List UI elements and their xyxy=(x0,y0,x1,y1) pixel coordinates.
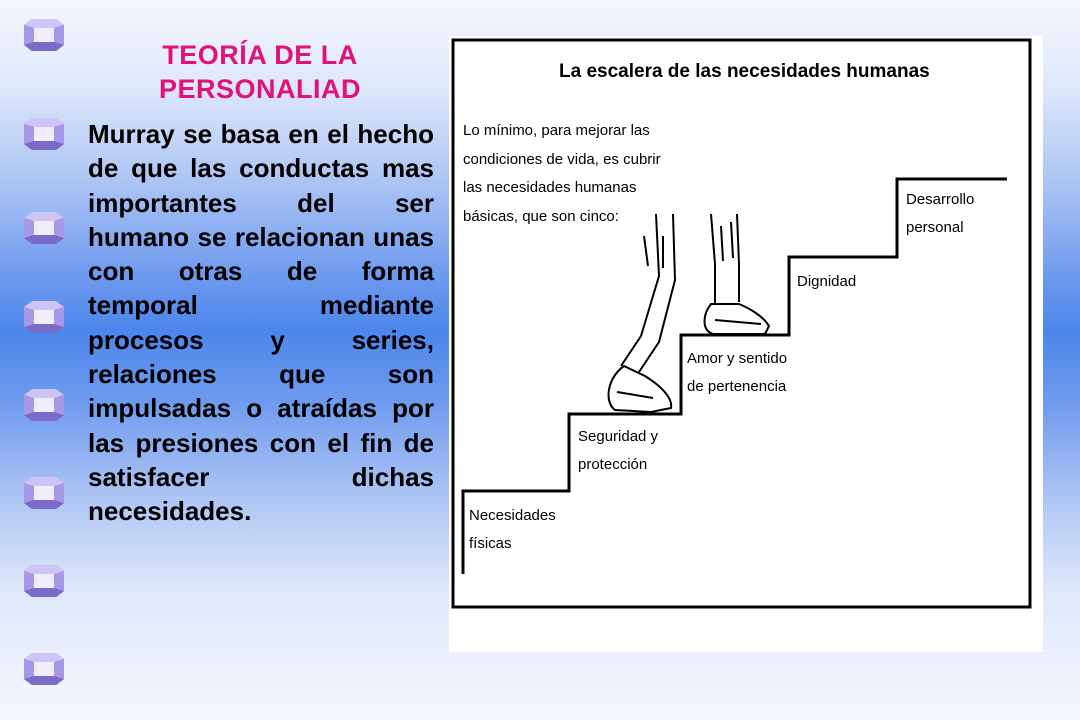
step-label: personal xyxy=(906,219,964,236)
slide-body-text: Murray se basa en el hecho de que las conductas mas importantes del ser humano se relacionan unas con otras de forma temporal mediante procesos y series, relaciones que son impulsadas o atraídas por las presiones con el fin de satisfacer dichas necesidades. xyxy=(88,119,434,527)
figure-title: La escalera de las necesidades humanas xyxy=(559,61,930,82)
gem-bullet-icon xyxy=(20,564,68,598)
step-label: físicas xyxy=(469,535,512,552)
gem-bullet-icon xyxy=(20,652,68,686)
intro-line: básicas, que son cinco: xyxy=(463,208,619,225)
gem-bullet-icon xyxy=(20,117,68,151)
step-label: de pertenencia xyxy=(687,378,787,395)
gem-bullet-icon xyxy=(20,300,68,334)
slide-title: TEORÍA DE LA PERSONALIAD xyxy=(158,40,361,104)
step-label: Necesidades xyxy=(469,507,556,524)
step-label: Dignidad xyxy=(797,273,857,290)
gem-bullet-icon xyxy=(20,476,68,510)
stairs-figure xyxy=(449,36,1043,652)
stairs-illustration xyxy=(449,36,1043,652)
intro-line: las necesidades humanas xyxy=(463,179,637,196)
step-label: Amor y sentido xyxy=(687,350,788,367)
step-label: Desarrollo xyxy=(906,191,975,208)
gem-bullet-icon xyxy=(20,18,68,52)
intro-line: Lo mínimo, para mejorar las xyxy=(463,122,650,139)
step-label: Seguridad y xyxy=(578,428,659,445)
gem-bullet-icon xyxy=(20,211,68,245)
step-label: protección xyxy=(578,456,648,473)
gem-bullet-icon xyxy=(20,388,68,422)
intro-line: condiciones de vida, es cubrir xyxy=(463,151,661,168)
